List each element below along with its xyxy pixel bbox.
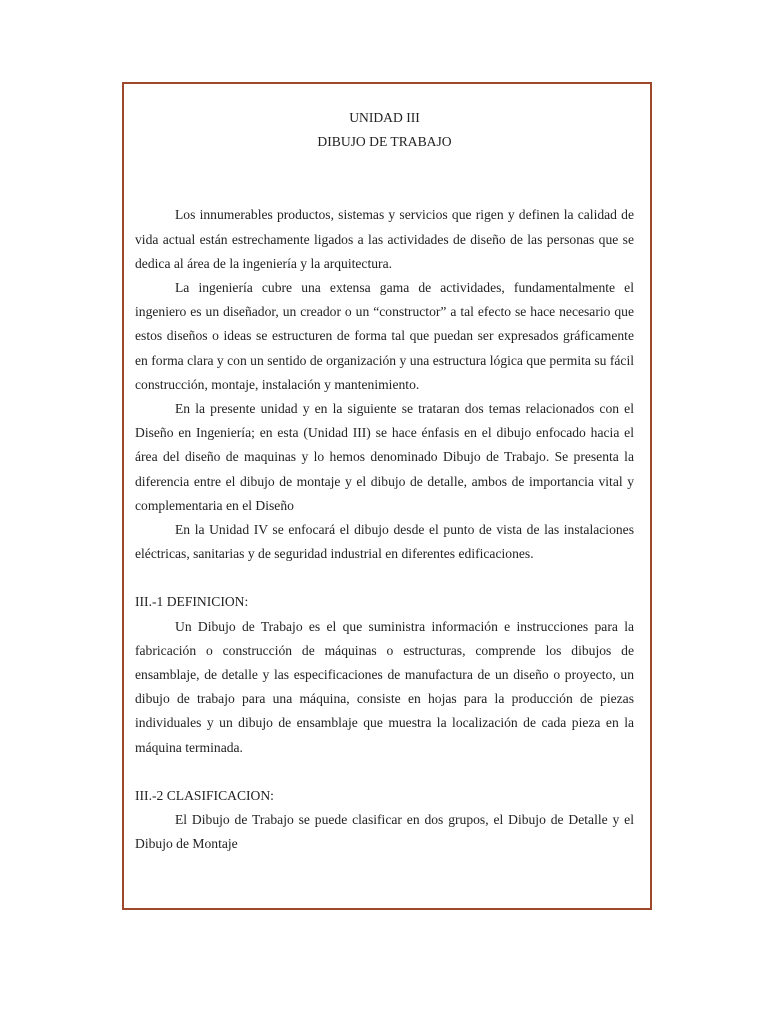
unit-subtitle: DIBUJO DE TRABAJO [317,134,452,150]
intro-paragraph-3: En la presente unidad y en la siguiente se trataran dos temas relacionados con el Diseño en Ingeniería; en esta (Unidad III) se hace énfasis en el dibujo enfocado hacia el área del diseño de maquinas y lo hemos denominado Dibujo de Trabajo. Se presenta la diferencia entre el dibujo de montaje y el dibujo de detalle, ambos de importancia vital y complementaria en el Diseño [135,401,634,513]
title-spacer [135,154,634,203]
section-heading-definicion: III.-1 DEFINICION: [135,594,249,610]
intro-paragraph-1: Los innumerables productos, sistemas y servicios que rigen y definen la calidad de vida actual están estrechamente ligados a las actividades de diseño de las personas que se dedica al área de la ingeniería y la arquitectura. [135,207,634,271]
section-heading-clasificacion: III.-2 CLASIFICACION: [135,787,274,803]
intro-paragraph-2: La ingeniería cubre una extensa gama de actividades, fundamentalmente el ingeniero es un diseñador, un creador o un “constructor” a tal efecto se hace necesario que estos diseños o ideas se estructuren de forma tal que puedan ser expresados gráficamente en forma clara y con un sentido de organización y una estructura lógica que permita su fácil construcción, montaje, instalación y mantenimiento. [135,280,634,392]
unit-title: UNIDAD III [349,110,420,125]
document-body [135,106,634,856]
intro-paragraph-4: En la Unidad IV se enfocará el dibujo desde el punto de vista de las instalaciones eléctricas, sanitarias y de seguridad industrial en diferentes edificaciones. [135,522,634,562]
section-text-clasificacion: El Dibujo de Trabajo se puede clasificar en dos grupos, el Dibujo de Detalle y el Dibujo de Montaje [135,812,634,852]
section-text-definicion: Un Dibujo de Trabajo es el que suministra información e instrucciones para la fabricación o construcción de máquinas o estructuras, comprende los dibujos de ensamblaje, de detalle y las especificaciones de manufactura de un diseño o proyecto, un dibujo de trabajo para una máquina, consiste en hojas para la producción de piezas individuales y un dibujo de ensamblaje que muestra la localización de cada pieza en la máquina terminada. [135,618,634,755]
page-frame [122,82,652,910]
